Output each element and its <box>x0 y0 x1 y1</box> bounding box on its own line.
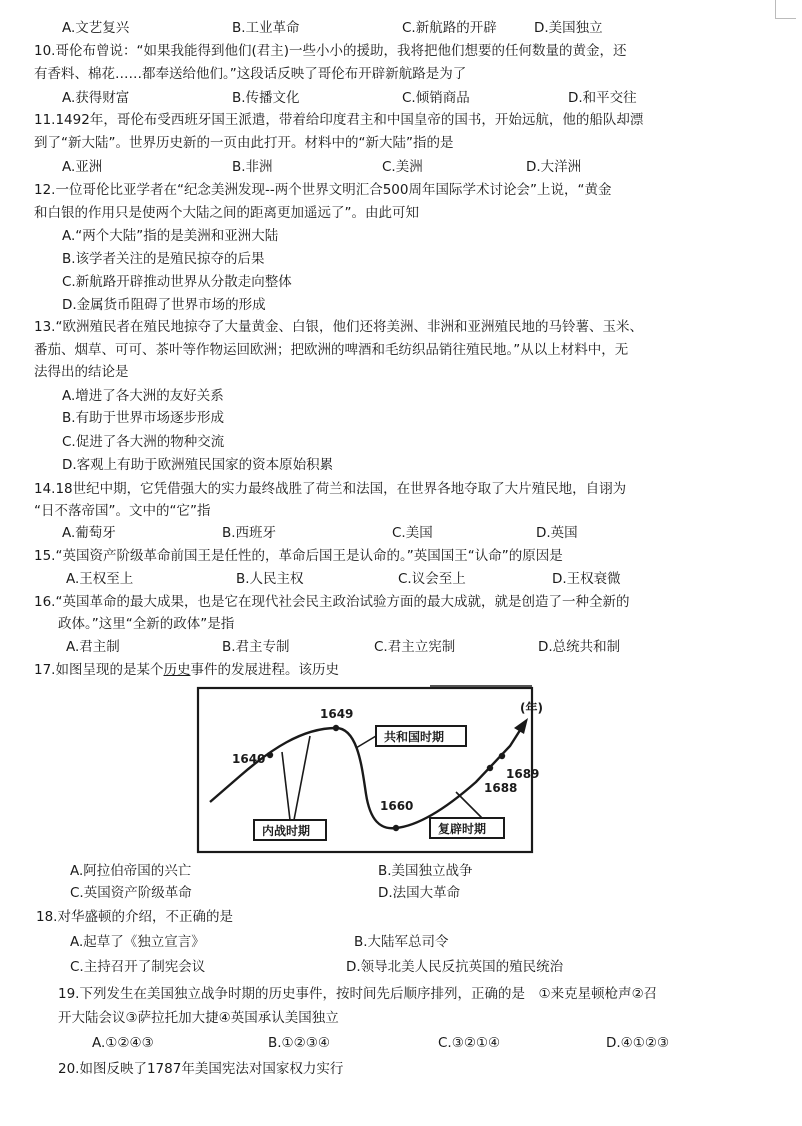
option-d: D.英国 <box>536 525 578 541</box>
period-label-restoration: 复辟时期 <box>438 822 487 836</box>
option-c: C.倾销商品 <box>402 90 470 106</box>
option-c: C.美洲 <box>382 159 423 175</box>
option-a: A.王权至上 <box>66 571 134 587</box>
year-label: 1640 <box>232 752 266 766</box>
point-1688 <box>487 765 493 771</box>
question-text: 12.一位哥伦比亚学者在“纪念美洲发现--两个世界文明汇合500周年国际学术讨论会”上说，“黄金 <box>34 182 612 198</box>
option-d: D.客观上有助于欧洲殖民国家的资本原始积累 <box>62 457 334 473</box>
option-d: D.法国大革命 <box>378 885 461 901</box>
option-a: A.增进了各大洲的友好关系 <box>62 388 224 404</box>
option-c: C.新航路的开辟 <box>402 20 497 36</box>
point-1640 <box>267 752 273 758</box>
question-text: 10.哥伦布曾说：“如果我能得到他们(君主)一些小小的援助，我将把他们想要的任何数量的黄金，还 <box>34 43 627 59</box>
option-a: A.获得财富 <box>62 90 130 106</box>
question-text: 法得出的结论是 <box>34 364 129 380</box>
option-b: B.人民主权 <box>236 571 304 587</box>
option-a: A.“两个大陆”指的是美洲和亚洲大陆 <box>62 228 279 244</box>
question-text: 19.下列发生在美国独立战争时期的历史事件，按时间先后顺序排列，正确的是 ①来克星顿枪声②召 <box>58 986 658 1002</box>
option-c: C.议会至上 <box>398 571 466 587</box>
option-d: D.总统共和制 <box>538 639 621 655</box>
option-b: B.大陆军总司令 <box>354 934 449 950</box>
option-d: D.和平交往 <box>568 90 637 106</box>
question-text: 政体。”这里“全新的政体”是指 <box>58 616 235 632</box>
option-c: C.美国 <box>392 525 433 541</box>
option-c: C.促进了各大洲的物种交流 <box>62 434 225 450</box>
option-b: B.该学者关注的是殖民掠夺的后果 <box>62 251 265 267</box>
page-corner-mark <box>775 0 796 19</box>
option-b: B.君主专制 <box>222 639 290 655</box>
period-label-civil-war: 内战时期 <box>262 824 311 838</box>
option-d: D.大洋洲 <box>526 159 582 175</box>
year-label: 1688 <box>484 781 518 795</box>
question-text: 20.如图反映了1787年美国宪法对国家权力实行 <box>58 1061 344 1077</box>
year-label: 1660 <box>380 799 414 813</box>
question-text: 16.“英国革命的最大成果，也是它在现代社会民主政治试验方面的最大成就，就是创造了一种全新的 <box>34 594 630 610</box>
option-b: B.传播文化 <box>232 90 300 106</box>
option-d: D.领导北美人民反抗英国的殖民统治 <box>346 959 564 975</box>
option-b: B.有助于世界市场逐步形成 <box>62 410 225 426</box>
option-a: A.起草了《独立宣言》 <box>70 934 205 950</box>
option-d: D.王权衰微 <box>552 571 621 587</box>
option-b: B.工业革命 <box>232 20 300 36</box>
option-d: D.④①②③ <box>606 1035 670 1051</box>
point-1689 <box>499 753 505 759</box>
question-text: 15.“英国资产阶级革命前国王是任性的，革命后国王是认命的。”英国国王“认命”的原因是 <box>34 548 563 564</box>
question-text: 和白银的作用只是使两个大陆之间的距离更加遥远了”。由此可知 <box>34 205 419 221</box>
option-a: A.文艺复兴 <box>62 20 130 36</box>
option-c: C.新航路开辟推动世界从分散走向整体 <box>62 274 292 290</box>
question-text: 13.“欧洲殖民者在殖民地掠夺了大量黄金、白银，他们还将美洲、非洲和亚洲殖民地的马铃薯、玉米、 <box>34 319 643 335</box>
option-a: A.①②④③ <box>92 1035 154 1051</box>
question-text: “日不落帝国”。文中的“它”指 <box>34 503 211 519</box>
option-b: B.美国独立战争 <box>378 863 473 879</box>
option-d: D.金属货币阻碍了世界市场的形成 <box>62 297 266 313</box>
point-1649 <box>333 725 339 731</box>
option-a: A.葡萄牙 <box>62 525 116 541</box>
option-b: B.西班牙 <box>222 525 277 541</box>
question-text: 14.18世纪中期，它凭借强大的实力最终战胜了荷兰和法国，在世界各地夺取了大片殖民地，自诩为 <box>34 481 627 497</box>
option-c: C.君主立宪制 <box>374 639 456 655</box>
option-b: B.①②③④ <box>268 1035 330 1051</box>
question-text: 11.1492年，哥伦布受西班牙国王派遣，带着给印度君主和中国皇帝的国书，开始远航，他的船队却漂 <box>34 112 644 128</box>
period-label-republic: 共和国时期 <box>384 730 445 744</box>
question-text: 有香料、棉花……都奉送给他们。”这段话反映了哥伦布开辟新航路是为了 <box>34 66 467 82</box>
point-1660 <box>393 825 399 831</box>
year-label: 1689 <box>506 767 540 781</box>
question-text: 17.如图呈现的是某个历史事件的发展进程。该历史 <box>34 662 339 678</box>
option-a: A.君主制 <box>66 639 120 655</box>
question-text: 开大陆会议③萨拉托加大捷④英国承认美国独立 <box>58 1010 339 1026</box>
question-text: 到了“新大陆”。世界历史新的一页由此打开。材料中的“新大陆”指的是 <box>34 135 454 151</box>
question-text: 番茄、烟草、可可、茶叶等作物运回欧洲；把欧洲的啤酒和毛纺织品销往殖民地。”从以上材料中，无 <box>34 342 629 358</box>
option-c: C.③②①④ <box>438 1035 501 1051</box>
axis-unit-label: (年) <box>520 701 543 715</box>
option-c: C.主持召开了制宪会议 <box>70 959 206 975</box>
option-a: A.阿拉伯帝国的兴亡 <box>70 863 192 879</box>
year-label: 1649 <box>320 707 354 721</box>
option-c: C.英国资产阶级革命 <box>70 885 192 901</box>
question-text: 18.对华盛顿的介绍，不正确的是 <box>36 909 233 925</box>
history-process-figure <box>190 684 552 856</box>
option-a: A.亚洲 <box>62 159 103 175</box>
option-b: B.非洲 <box>232 159 273 175</box>
option-d: D.美国独立 <box>534 20 603 36</box>
